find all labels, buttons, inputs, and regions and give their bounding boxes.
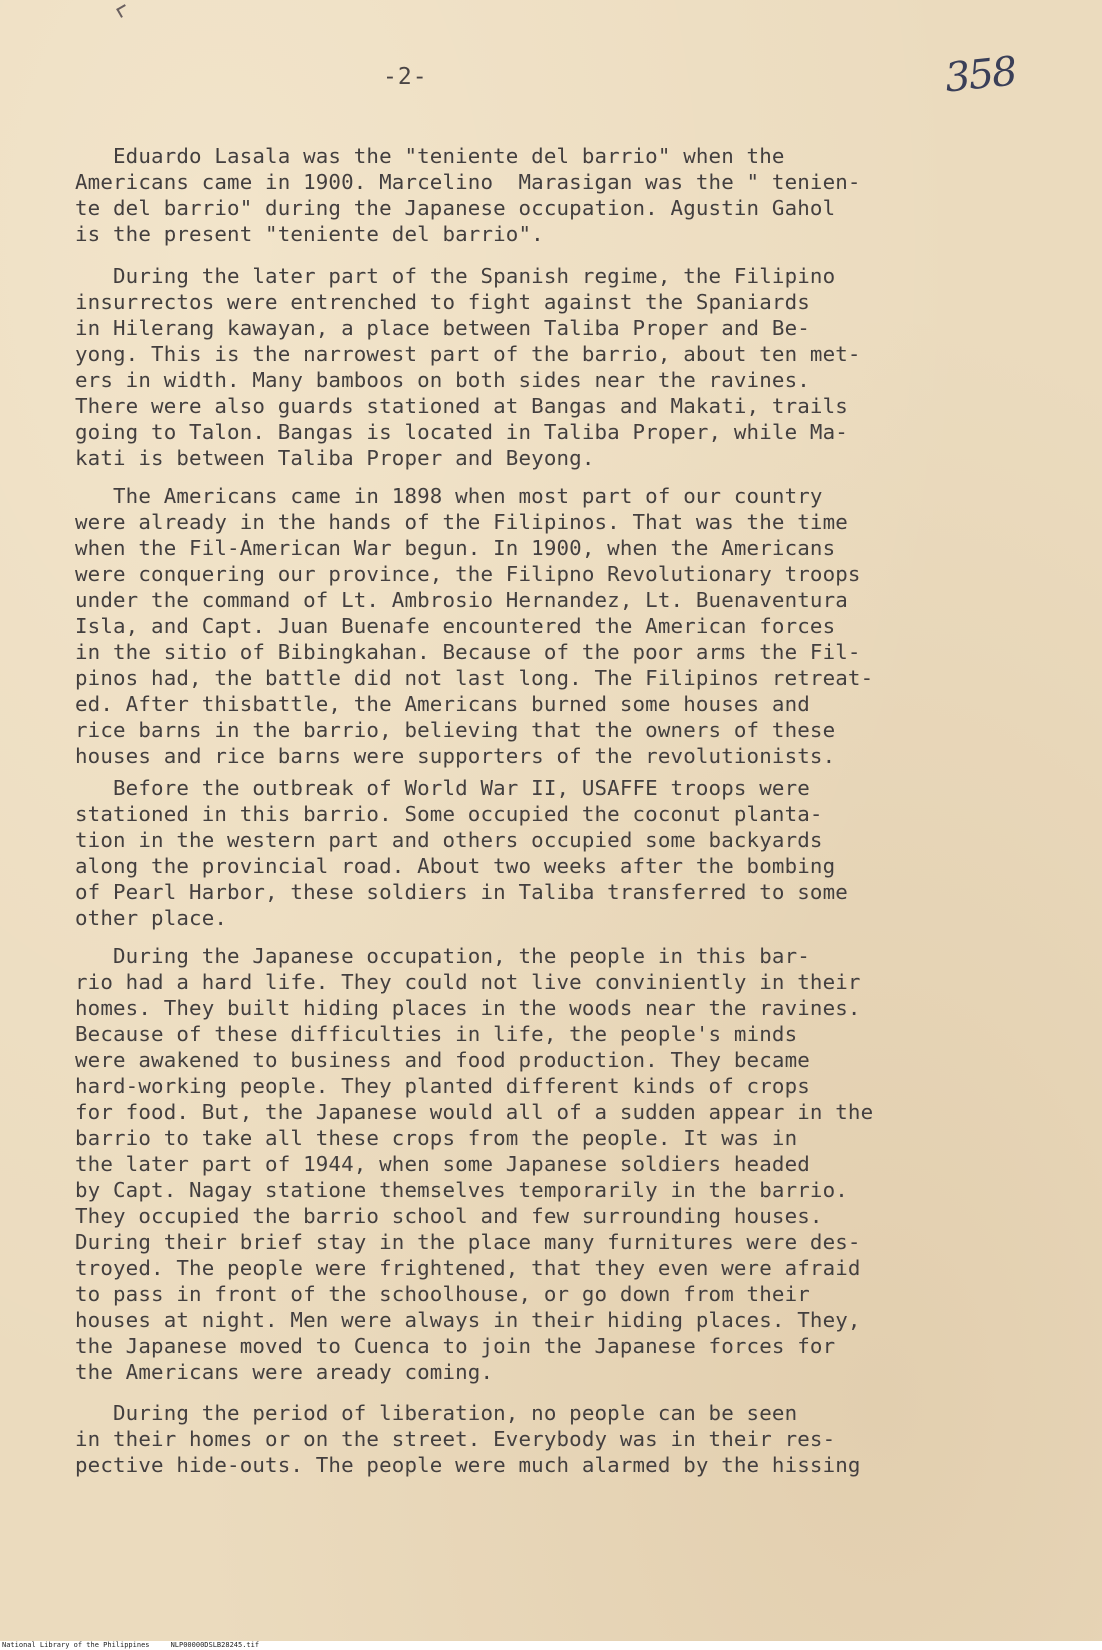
- text-line: in their homes or on the street. Everybody was in their res-: [75, 1427, 836, 1451]
- text-line: insurrectos were entrenched to fight against the Spaniards: [75, 290, 810, 314]
- corner-mark: [116, 4, 130, 18]
- text-line: houses at night. Men were always in their hiding places. They,: [75, 1308, 861, 1332]
- text-line: They occupied the barrio school and few surrounding houses.: [75, 1204, 823, 1228]
- text-line: going to Talon. Bangas is located in Taliba Proper, while Ma-: [75, 420, 848, 444]
- text-line: There were also guards stationed at Bangas and Makati, trails: [75, 394, 848, 418]
- text-line: During the period of liberation, no people can be seen: [75, 1401, 798, 1425]
- text-line: pective hide-outs. The people were much alarmed by the hissing: [75, 1453, 861, 1477]
- text-line: yong. This is the narrowest part of the barrio, about ten met-: [75, 342, 861, 366]
- text-line: were conquering our province, the Filipno Revolutionary troops: [75, 562, 861, 586]
- text-line: the Americans were aready coming.: [75, 1360, 494, 1384]
- text-line: stationed in this barrio. Some occupied the coconut planta-: [75, 802, 823, 826]
- text-line: were awakened to business and food production. They became: [75, 1048, 810, 1072]
- text-line: rio had a hard life. They could not live conviniently in their: [75, 970, 861, 994]
- text-line: of Pearl Harbor, these soldiers in Taliba transferred to some: [75, 880, 848, 904]
- text-line: kati is between Taliba Proper and Beyong.: [75, 446, 595, 470]
- paragraph-world-war-2: [75, 775, 1035, 931]
- paragraph-americans: [75, 483, 1035, 769]
- text-line: During their brief stay in the place many furnitures were des-: [75, 1230, 861, 1254]
- text-line: the Japanese moved to Cuenca to join the Japanese forces for: [75, 1334, 836, 1358]
- text-line: when the Fil-American War begun. In 1900, when the Americans: [75, 536, 836, 560]
- text-line: rice barns in the barrio, believing that the owners of these: [75, 718, 836, 742]
- text-line: to pass in front of the schoolhouse, or go down from their: [75, 1282, 810, 1306]
- text-line: under the command of Lt. Ambrosio Hernandez, Lt. Buenaventura: [75, 588, 848, 612]
- page-number: -2-: [383, 64, 428, 90]
- paragraph-liberation: [75, 1400, 1035, 1478]
- text-line: hard-working people. They planted different kinds of crops: [75, 1074, 810, 1098]
- text-line: in the sitio of Bibingkahan. Because of the poor arms the Fil-: [75, 640, 861, 664]
- handwritten-page-number: 358: [942, 48, 1018, 102]
- text-line: homes. They built hiding places in the woods near the ravines.: [75, 996, 861, 1020]
- text-line: Americans came in 1900. Marcelino Marasigan was the " tenien-: [75, 170, 861, 194]
- text-line: barrio to take all these crops from the people. It was in: [75, 1126, 798, 1150]
- text-line: Isla, and Capt. Juan Buenafe encountered the American forces: [75, 614, 836, 638]
- footer-source-text: National Library of the Philippines NLP00000DSLB28245.tif: [2, 1641, 260, 1649]
- text-line: for food. But, the Japanese would all of a sudden appear in the: [75, 1100, 874, 1124]
- scan-footer: [0, 1641, 1102, 1650]
- text-line: Because of these difficulties in life, the people's minds: [75, 1022, 798, 1046]
- text-line: the later part of 1944, when some Japanese soldiers headed: [75, 1152, 810, 1176]
- text-line: were already in the hands of the Filipinos. That was the time: [75, 510, 848, 534]
- text-line: te del barrio" during the Japanese occupation. Agustin Gahol: [75, 196, 836, 220]
- text-line: in Hilerang kawayan, a place between Taliba Proper and Be-: [75, 316, 810, 340]
- text-line: houses and rice barns were supporters of the revolutionists.: [75, 744, 836, 768]
- text-line: During the later part of the Spanish regime, the Filipino: [75, 264, 836, 288]
- text-line: ers in width. Many bamboos on both sides near the ravines.: [75, 368, 810, 392]
- text-line: ed. After thisbattle, the Americans burned some houses and: [75, 692, 810, 716]
- text-line: is the present "teniente del barrio".: [75, 222, 544, 246]
- text-line: troyed. The people were frightened, that they even were afraid: [75, 1256, 861, 1280]
- text-line: Before the outbreak of World War II, USAFFE troops were: [75, 776, 810, 800]
- text-line: along the provincial road. About two weeks after the bombing: [75, 854, 836, 878]
- text-line: other place.: [75, 906, 228, 930]
- paragraph-spanish-regime: [75, 263, 1035, 471]
- text-line: Eduardo Lasala was the "teniente del barrio" when the: [75, 144, 785, 168]
- text-line: The Americans came in 1898 when most part of our country: [75, 484, 823, 508]
- text-line: by Capt. Nagay statione themselves temporarily in the barrio.: [75, 1178, 848, 1202]
- text-line: During the Japanese occupation, the people in this bar-: [75, 944, 810, 968]
- text-line: tion in the western part and others occupied some backyards: [75, 828, 823, 852]
- paragraph-japanese-occupation: [75, 943, 1035, 1385]
- paragraph-teniente: [75, 143, 1035, 247]
- text-line: pinos had, the battle did not last long. The Filipinos retreat-: [75, 666, 874, 690]
